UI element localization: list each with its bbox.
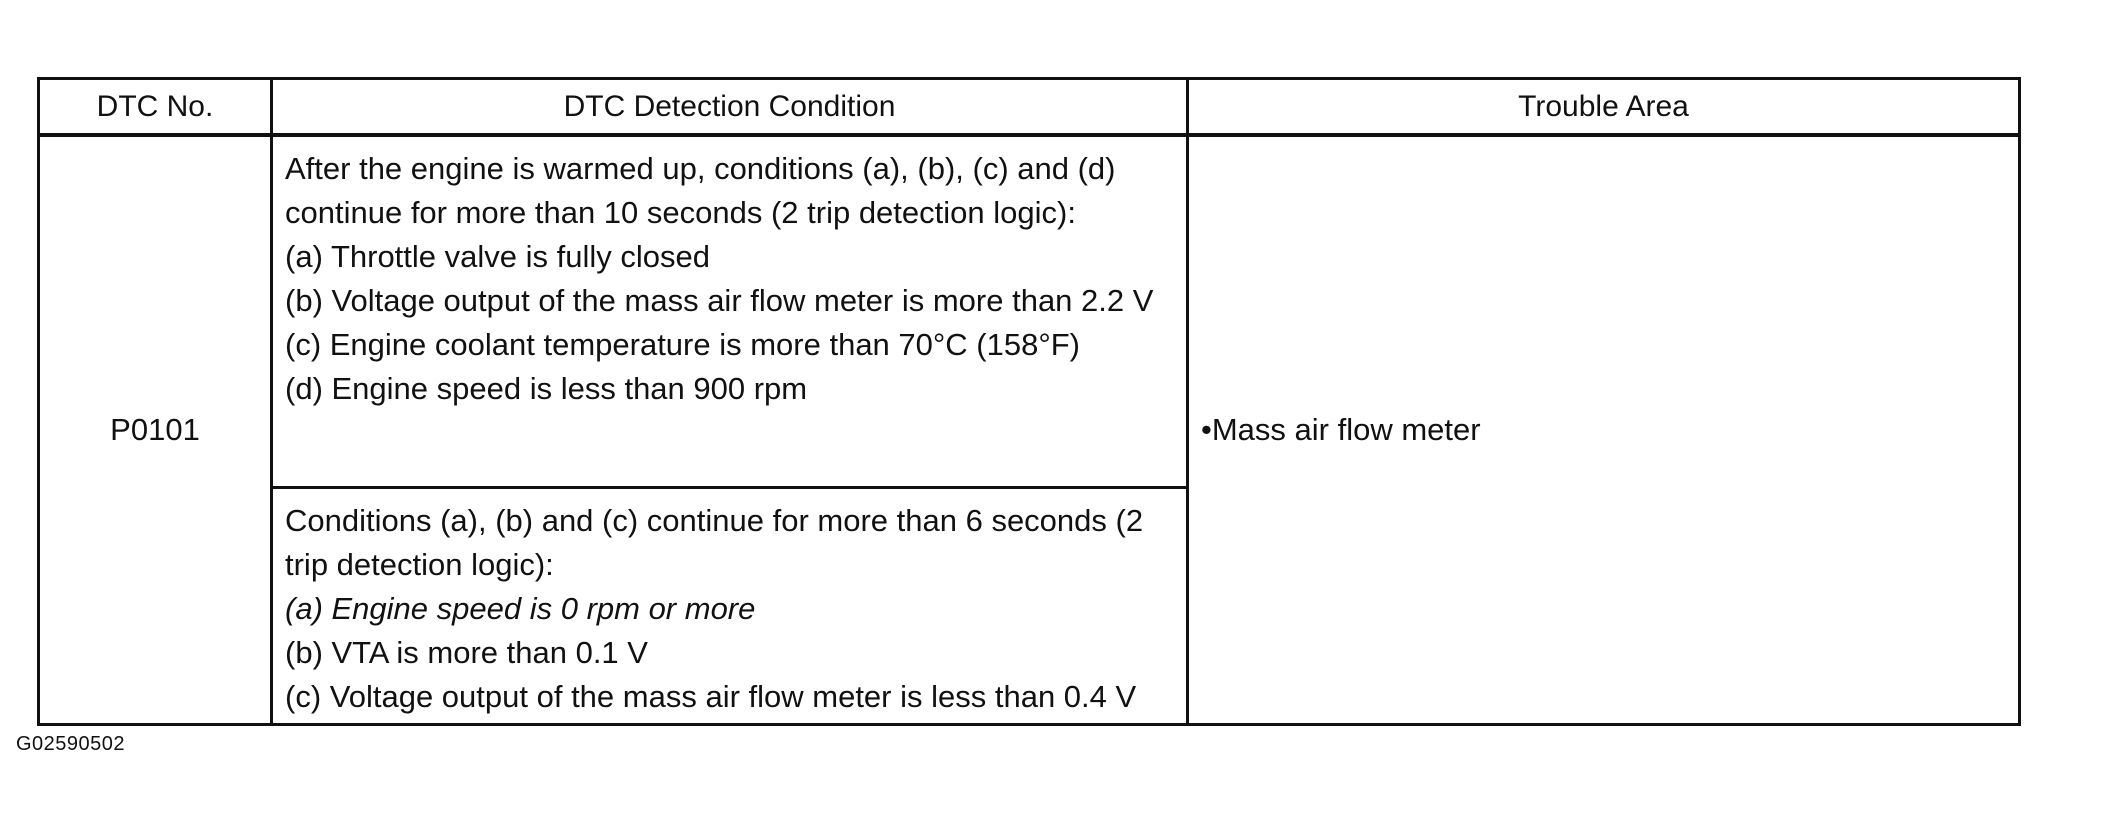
condition-item: (b) VTA is more than 0.1 V — [285, 635, 648, 670]
detection-condition-cell — [272, 135, 1188, 725]
condition-group-2-intro: Conditions (a), (b) and (c) continue for more than 6 seconds (2 trip detection logic): — [285, 503, 1144, 582]
condition-group-1-intro: After the engine is warmed up, conditions (a), (b), (c) and (d) continue for more than 10 seconds (2 trip detection logic): — [285, 151, 1116, 230]
header-trouble-area: Trouble Area — [1188, 79, 2020, 136]
figure-code: G02590502 — [16, 733, 126, 755]
table-header-row — [39, 79, 2020, 136]
header-detection-condition: DTC Detection Condition — [272, 79, 1188, 136]
condition-group-1 — [273, 137, 1186, 486]
trouble-area-cell: •Mass air flow meter — [1188, 135, 2020, 725]
condition-item: (c) Voltage output of the mass air flow meter is less than 0.4 V — [285, 679, 1137, 714]
dtc-table — [37, 77, 2021, 726]
condition-group-2 — [273, 486, 1186, 723]
dtc-code: P0101 — [39, 135, 272, 725]
condition-item: (c) Engine coolant temperature is more than 70°C (158°F) — [285, 327, 1080, 362]
condition-item: (a) Throttle valve is fully closed — [285, 239, 710, 274]
header-dtc-no: DTC No. — [39, 79, 272, 136]
condition-item: (d) Engine speed is less than 900 rpm — [285, 371, 808, 406]
condition-item: (a) Engine speed is 0 rpm or more — [285, 591, 756, 626]
table-row — [39, 135, 2020, 725]
condition-item: (b) Voltage output of the mass air flow meter is more than 2.2 V — [285, 283, 1154, 318]
